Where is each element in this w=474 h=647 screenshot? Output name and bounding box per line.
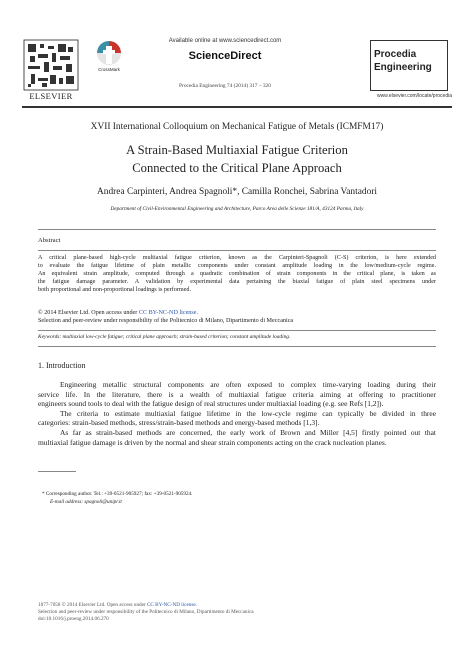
introduction-body bbox=[38, 380, 436, 447]
affiliation: Department of Civil-Environmental Engineering and Architecture, Parco Area delle Scienze 181/A, 43124 Parma, Italy bbox=[110, 206, 364, 212]
abstract-body bbox=[38, 254, 436, 294]
intro-line: service life. In the literature, there is a wealth of multiaxial fatigue criteria aiming at offering to practitioner bbox=[38, 389, 436, 399]
keywords-text: multiaxial low-cycle fatigue; critical plane approach; strain-based criterion; constant amplitude loading. bbox=[61, 334, 291, 340]
copyright-block bbox=[38, 309, 436, 325]
header-divider bbox=[22, 106, 452, 108]
conference-name: XVII International Colloquium on Mechanical Fatigue of Metals (ICMFM17) bbox=[90, 122, 384, 132]
section-heading: 1. Introduction bbox=[38, 361, 86, 370]
available-online-text[interactable]: Available online at www.sciencedirect.com bbox=[168, 38, 282, 44]
abstract-line: both proportional and non-proportional loadings is performed. bbox=[38, 287, 191, 294]
footnote bbox=[38, 490, 436, 506]
journal-reference: Procedia Engineering 74 (2014) 317 – 320 bbox=[179, 83, 271, 89]
journal-name-line1: Procedia bbox=[374, 49, 417, 60]
peer-review-text: Selection and peer-review under responsibility of the Politecnico di Milano, Dipartimento di Meccanica bbox=[38, 318, 294, 325]
issn-copyright: 1877-7058 © 2014 Elsevier Ltd. Open access under bbox=[38, 602, 147, 608]
journal-name bbox=[374, 48, 444, 74]
author-list: Andrea Carpinteri, Andrea Spagnoli*, Camilla Ronchei, Sabrina Vantadori bbox=[97, 187, 377, 197]
abstract-line: to evaluate the fatigue lifetime of plain metallic components under constant amplitude loading in the low/medium-cycle regime. bbox=[38, 263, 436, 270]
abstract-line: A critical plane-based high-cycle multiaxial fatigue criterion, known as the Carpinteri-Spagnoli (C-S) criterion, is here extended bbox=[38, 255, 436, 261]
abstract-divider bbox=[38, 250, 436, 251]
intro-line: Engineering metallic structural components are often exposed to complex time-varying loading during their bbox=[60, 380, 436, 389]
crossmark-label: CrossMark bbox=[98, 67, 120, 72]
abstract-line: An equivalent strain amplitude, computed through a quadratic combination of strain components in the critical plane, is taken as bbox=[38, 271, 436, 278]
intro-line: multiaxial fatigue damage is driven by the normal and shear strain components acting on the crack nucleation planes. bbox=[38, 437, 387, 447]
abstract-heading: Abstract bbox=[38, 237, 61, 244]
intro-line: As far as strain-based methods are concerned, the early work of Brown and Miller [4,5] firstly pointed out that bbox=[60, 427, 436, 437]
page-footer bbox=[38, 602, 436, 623]
license-link[interactable]: CC BY-NC-ND license. bbox=[138, 310, 199, 316]
doi[interactable]: doi:10.1016/j.proeng.2014.06.270 bbox=[38, 616, 109, 622]
footer-license-link[interactable]: CC BY-NC-ND license. bbox=[146, 602, 197, 608]
elsevier-tree-logo bbox=[22, 38, 80, 92]
corresponding-author: * Corresponding author. Tel.: +39-0521-905927; fax: +39-0521-905924. bbox=[42, 491, 193, 497]
paper-title-line1: A Strain-Based Multiaxial Fatigue Criterion bbox=[126, 143, 348, 157]
abstract-line: the fatigue damage parameter. A validation by experimental data pertaining the biaxial fatigue of plain steel specimens under bbox=[38, 279, 436, 286]
intro-line: The criteria to estimate multiaxial fatigue lifetime in the low-cycle regime can typically be divided in three bbox=[60, 408, 436, 418]
publisher-wordmark: ELSEVIER bbox=[29, 91, 73, 101]
sciencedirect-logo: ScienceDirect bbox=[188, 50, 262, 62]
intro-line: engineers sound tools to deal with the fatigue design of real structures under multiaxial loading (e.g. see Refs [1,2]). bbox=[38, 399, 384, 409]
journal-url[interactable]: www.elsevier.com/locate/procedia bbox=[376, 93, 452, 99]
keywords-line bbox=[38, 334, 436, 340]
keywords-divider-top bbox=[38, 330, 436, 331]
keywords-divider-bottom bbox=[38, 346, 436, 347]
abstract-divider-top bbox=[38, 229, 436, 230]
email-address[interactable]: E-mail address: spagnoli@unipr.it bbox=[50, 499, 122, 505]
intro-line: categories: strain-based methods, stress/strain-based methods and energy-based methods [1,3]. bbox=[38, 418, 320, 428]
footer-peer-review: Selection and peer-review under responsibility of the Politecnico di Milano, Dipartimento di Meccanica bbox=[38, 609, 254, 615]
paper-title-line2: Connected to the Critical Plane Approach bbox=[132, 161, 342, 175]
journal-name-line2: Engineering bbox=[374, 62, 432, 73]
footnote-divider bbox=[38, 471, 76, 472]
copyright-text: © 2014 Elsevier Ltd. Open access under bbox=[38, 310, 139, 316]
crossmark-icon[interactable] bbox=[96, 40, 122, 68]
keywords-label: Keywords: bbox=[38, 334, 62, 340]
